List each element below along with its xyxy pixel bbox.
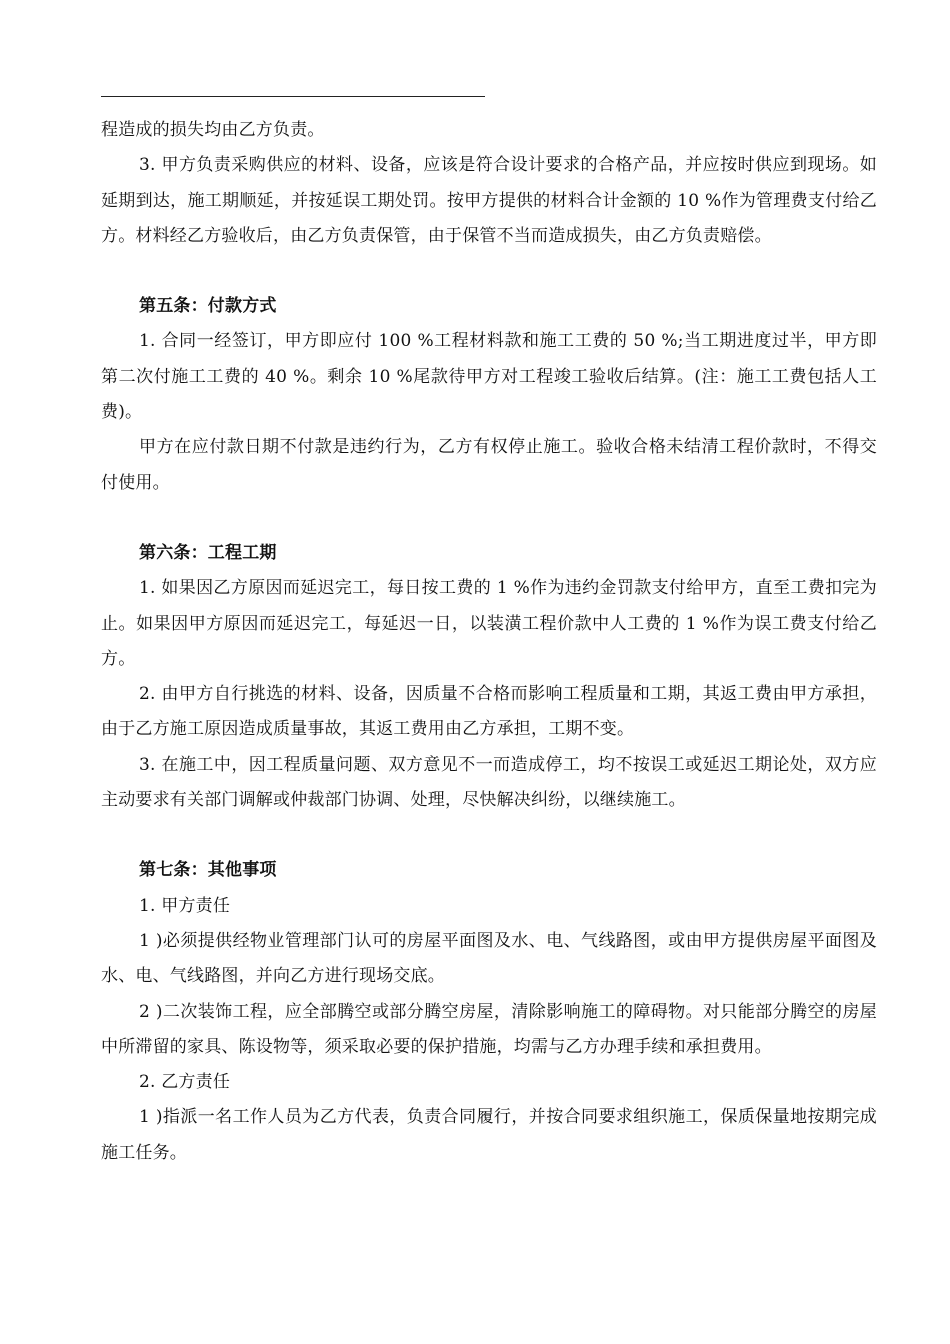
header-rule <box>101 96 485 97</box>
continuation-line: 程造成的损失均由乙方负责。 <box>101 120 325 140</box>
article7-sub2-title: 2. 乙方责任 <box>139 1072 231 1093</box>
article4-item3: 3. 甲方负责采购供应的材料、设备，应该是符合设计要求的合格产品，并应按时供应到现场。如延期到达，施工期顺延，并按延误工期处罚。按甲方提供的材料合计金额的 10 %作为管理费支付给乙方。材料经乙方验收后，由乙方负责保管，由于保管不当而造成损失，由乙方负责赔偿。 <box>101 155 877 246</box>
section-gap <box>101 818 877 853</box>
section-gap <box>101 501 877 536</box>
section-gap <box>101 254 877 289</box>
article7-sub1-title: 1. 甲方责任 <box>139 895 231 916</box>
article6-item3: 3. 在施工中，因工程质量问题、双方意见不一而造成停工，均不按误工或延迟工期论处，双方应主动要求有关部门调解或仲裁部门协调、处理，尽快解决纠纷，以继续施工。 <box>101 754 877 811</box>
article7-sub2-item1: 1 )指派一名工作人员为乙方代表，负责合同履行，并按合同要求组织施工，保质保量地按期完成施工任务。 <box>101 1107 877 1163</box>
article7-heading: 第七条：其他事项 <box>139 860 277 881</box>
article7-sub1-item2: 2 )二次装饰工程，应全部腾空或部分腾空房屋，清除影响施工的障碍物。对只能部分腾空的房屋中所滞留的家具、陈设物等，须采取必要的保护措施，均需与乙方办理手续和承担费用。 <box>101 1001 877 1057</box>
article5-heading: 第五条：付款方式 <box>139 296 277 317</box>
article6-item2: 2. 由甲方自行挑选的材料、设备，因质量不合格而影响工程质量和工期，其返工费由甲方承担，由于乙方施工原因造成质量事故，其返工费用由乙方承担，工期不变。 <box>101 684 877 740</box>
article6-heading: 第六条：工程工期 <box>139 542 277 563</box>
document-body <box>101 113 877 1171</box>
article6-item1: 1. 如果因乙方原因而延迟完工，每日按工费的 1 %作为违约金罚款支付给甲方，直至工费扣完为止。如果因甲方原因而延迟完工，每延迟一日，以装潢工程价款中人工费的 1 %作为误工费支付给乙方。 <box>101 578 877 669</box>
article7-sub1-item1: 1 )必须提供经物业管理部门认可的房屋平面图及水、电、气线路图，或由甲方提供房屋平面图及水、电、气线路图，并向乙方进行现场交底。 <box>101 930 877 987</box>
article5-para2: 甲方在应付款日期不付款是违约行为，乙方有权停止施工。验收合格未结清工程价款时，不得交付使用。 <box>101 437 877 493</box>
article5-item1: 1. 合同一经签订，甲方即应付 100 %工程材料款和施工工费的 50 %;当工期进度过半，甲方即第二次付施工工费的 40 %。剩余 10 %尾款待甲方对工程竣工验收后结算。(注：施工工费包括人工费)。 <box>101 331 877 423</box>
